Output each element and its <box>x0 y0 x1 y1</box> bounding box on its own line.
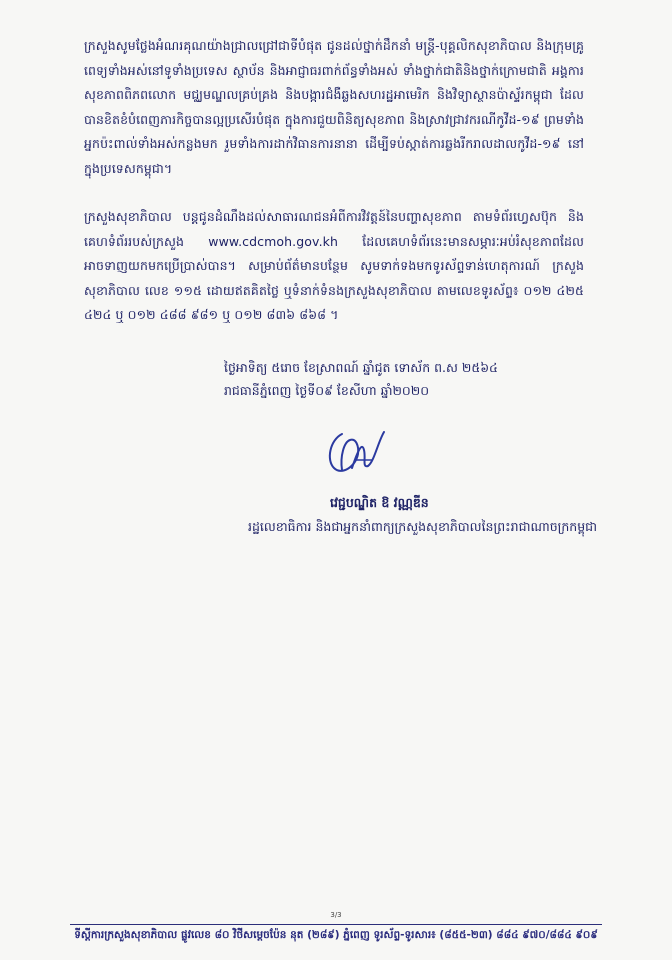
signer-title: រដ្ឋលេខាធិការ និងជាអ្នកនាំពាក្យក្រសួងសុខាភិបាលនៃព្រះរាជាណាចក្រកម្ពុជា <box>248 519 598 534</box>
body-paragraph-gratitude <box>84 34 584 181</box>
footer-address: ទីស្តីការក្រសួងសុខាភិបាល ផ្លូវលេខ ៨០ វិថីសម្តេចប៉ែន នុត (២៨៩) ភ្នំពេញ ទូរស័ព្ទ-ទូរសារ៖ (៨៥៥-២៣) ៨៨៤ ៩៧០/៨៨៤ ៩០៩ <box>74 929 598 941</box>
signer-name: វេជ្ជបណ្ឌិត ឱ វណ្ណឌីន <box>330 495 429 510</box>
paragraph-text: ក្រសួងសូមថ្លែងអំណរគុណយ៉ាងជ្រាលជ្រៅជាទីបំផុត ជូនដល់ថ្នាក់ដឹកនាំ មន្ត្រី-បុគ្គលិកសុខាភិបាល និងក្រុមគ្រូពេទ្យទាំងអស់នៅទូទាំងប្រទេស ស្ថាប័ន និងអាជ្ញាធរពាក់ព័ន្ធទាំងអស់ ទាំងថ្នាក់ជាតិនិងថ្នាក់ក្រោមជាតិ អង្គការសុខភាពពិភពលោក មជ្ឈមណ្ឌលគ្រប់គ្រង និងបង្ការជំងឺឆ្លងសហរដ្ឋអាមេរិក និងវិទ្យាស្ថានប៉ាស្ទ័រកម្ពុជា ដែលបានខិតខំបំពេញភារកិច្ចបានល្អប្រសើរបំផុត ក្នុងការជួយពិនិត្យសុខភាព និងស្រាវជ្រាវករណីកូវីដ-១៩ ព្រមទាំងអ្នកប៉ះពាល់ទាំងអស់កន្លងមក រួមទាំងការដាក់វិធានការនានា ដើម្បីទប់ស្កាត់ការឆ្លងរីករាលដាលកូវីដ-១៩ នៅក្នុងប្រទេសកម្ពុជា។ <box>84 38 584 176</box>
lunar-date: ថ្ងៃអាទិត្យ ៥រោច ខែស្រាពណ៍ ឆ្នាំជូត ទោស័ក ព.ស ២៥៦៤ <box>224 360 498 375</box>
page-number: 3/3 <box>330 911 342 919</box>
solar-date: រាជធានីភ្នំពេញ ថ្ងៃទី០៩ ខែសីហា ឆ្នាំ២០២០ <box>224 383 430 398</box>
body-paragraph-information <box>84 205 584 328</box>
footer-divider <box>70 924 602 925</box>
handwritten-signature <box>312 420 402 480</box>
paragraph-text: ក្រសួងសុខាភិបាល បន្តជូនដំណឹងដល់សាធារណជនអំពីការវិវត្តន៍នៃបញ្ហាសុខភាព តាមទំព័រហ្វេសប៊ុក និងគេហទំព័ររបស់ក្រសួង www.cdcmoh.gov.kh ដែលគេហទំព័រនេះមានសម្ភារៈអប់រំសុខភាពដែលអាចទាញយកមកប្រើប្រាស់បាន។ សម្រាប់ព័ត៌មានបន្ថែម សូមទាក់ទងមកទូរស័ព្ទទាន់ហេតុការណ៍ ក្រសួងសុខាភិបាល លេខ ១១៥ ដោយឥតគិតថ្លៃ ឬទំនាក់ទំនងក្រសួងសុខាភិបាល តាមលេខទូរស័ព្ទ៖ ០១២ ៤២៥ ៤២៤ ឬ ០១២ ៤៨៨ ៩៨១ ឬ ០១២ ៨៣៦ ៨៦៨ ។ <box>84 209 584 322</box>
